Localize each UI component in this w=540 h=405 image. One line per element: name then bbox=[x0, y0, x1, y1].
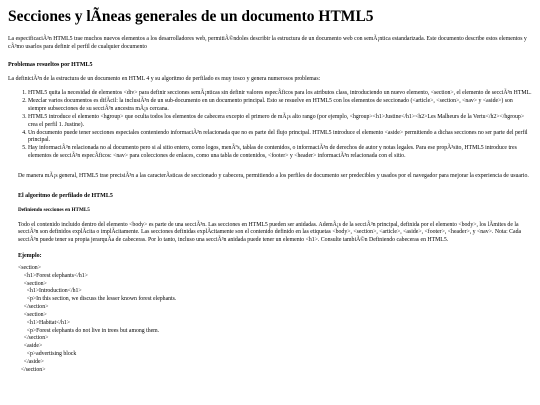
code-line: <section> bbox=[18, 265, 41, 271]
code-line: <aside> bbox=[18, 343, 43, 350]
defining-sections-heading: Definiendo secciones en HTML5 bbox=[18, 206, 90, 213]
code-line: <p>advertising block bbox=[18, 350, 77, 357]
indented-section bbox=[8, 173, 532, 375]
code-line: <p>In this section, we discuss the lesser known forest elephants. bbox=[18, 296, 177, 303]
code-line: <section> bbox=[18, 311, 47, 318]
code-block bbox=[18, 265, 532, 374]
list-item: 5. Hay informaciÃ³n relacionada no al documento pero si al sitio entero, como logos, menÃºs, tablas de contenidos, o informaciÃ³n de derechos de autor y notas legales. Para ese propÃ³sito, HTML5 introduce tres elementos de secciÃ³n especÃficos: <nav> para colecciones de enlaces, como una tabla de contenidos, <footer> y <header> informaciÃ³n relacionada con el sitio. bbox=[28, 145, 532, 161]
code-line: <h1>Forest elephants</h1> bbox=[18, 272, 88, 279]
example-heading: Ejemplo: bbox=[18, 253, 42, 259]
list-item: 3. HTML5 introduce el elemento <hgroup> que oculta todos los elementos de cabecera excepto el primero de mÃ¡s alto rango (por ejemplo, <hgroup><h1>Justine</h1><h2>Les Malheurs de la Vertu</h2></hgroup> crea el perfil 1. Justine). bbox=[28, 114, 532, 130]
problems-intro: La definiciÃ³n de la estructura de un documento en HTML 4 y su algoritmo de perfilado es muy tosco y genera numerosos problemas: bbox=[8, 75, 321, 82]
code-line: </section> bbox=[18, 335, 49, 342]
code-line: </aside> bbox=[18, 358, 44, 365]
summary-paragraph: De manera mÃ¡s general, HTML5 trae precisiÃ³n a las caracterÃsticas de seccionado y cabecera, permitiendo a los perfiles de documento ser predecibles y usados por el navegador para mejorar la experiencia de usuario. bbox=[18, 172, 529, 179]
list-item: 1. HTML5 quita la necesidad de elementos <div> para definir secciones semÃ¡nticas sin definir valores especÃficos para los atributos class, introduciendo un nuevo elemento, <section>, el elemento de secciÃ³n HTML. bbox=[28, 90, 532, 98]
code-line: </section> bbox=[18, 366, 46, 373]
code-line: </section> bbox=[18, 304, 49, 311]
code-line: <section> bbox=[18, 280, 47, 287]
intro-paragraph: La especificaciÃ³n HTML5 trae muchos nuevos elementos a los desarrolladores web, permitiÃ©ndoles describir la estructura de un documento web con semÃ¡ntica estandarizada. Este documento describe estos elementos y cÃ³mo usarlos para definir el perfil de cualquier documento bbox=[8, 36, 527, 50]
code-line: <h1>Introduction</h1> bbox=[18, 288, 82, 295]
code-line: <p>Forest elephants do not live in trees but among them. bbox=[18, 327, 160, 334]
list-item: 2. Mezclar varios documentos es difÃcil: la inclusiÃ³n de un sub-documento en un documento principal. Esto se resuelve en HTML5 con los elementos de seccionado (<article>, <section>, <nav> y <aside>) son siempre subsecciones de su secciÃ³n ancestra mÃ¡s cercana. bbox=[28, 98, 532, 114]
algorithm-heading: El algoritmo de perfilado de HTML5 bbox=[18, 192, 113, 199]
defining-sections-paragraph: Todo el contenido incluido dentro del elemento <body> es parte de una secciÃ³n. Las secciones en HTML5 pueden ser anidadas. AdemÃ¡s de la secciÃ³n principal, definida por el elemento <body>, los lÃmites de la secciÃ³n son definidos explÃcita o implÃcitamente. Las secciones definidas explÃcitamente son el contenido definido en las etiquetas <body>, <section>, <article>, <aside>, <footer>, <header>, y <nav>. Nota: Cada secciÃ³n puede tener su propia jerarquÃa de cabeceras. Por lo tanto, incluso una secciÃ³n anidada puede tener un elemento <h1>. Consulte tambiÃ©n Definiendo cabeceras en HTML5. bbox=[18, 221, 522, 244]
problems-heading: Problemas resueltos por HTML5 bbox=[8, 61, 93, 68]
problems-list bbox=[8, 90, 532, 160]
list-item: 4. Un documento puede tener secciones especiales conteniendo informaciÃ³n relacionada que no es parte del flujo principal. HTML5 introduce el elemento <aside> permitiendo a dichas secciones no ser parte del perfil principal. bbox=[28, 130, 532, 146]
page-title: Secciones y lÃneas generales de un documento HTML5 bbox=[8, 8, 374, 25]
code-line: <h1>Habitat</h1> bbox=[18, 319, 71, 326]
